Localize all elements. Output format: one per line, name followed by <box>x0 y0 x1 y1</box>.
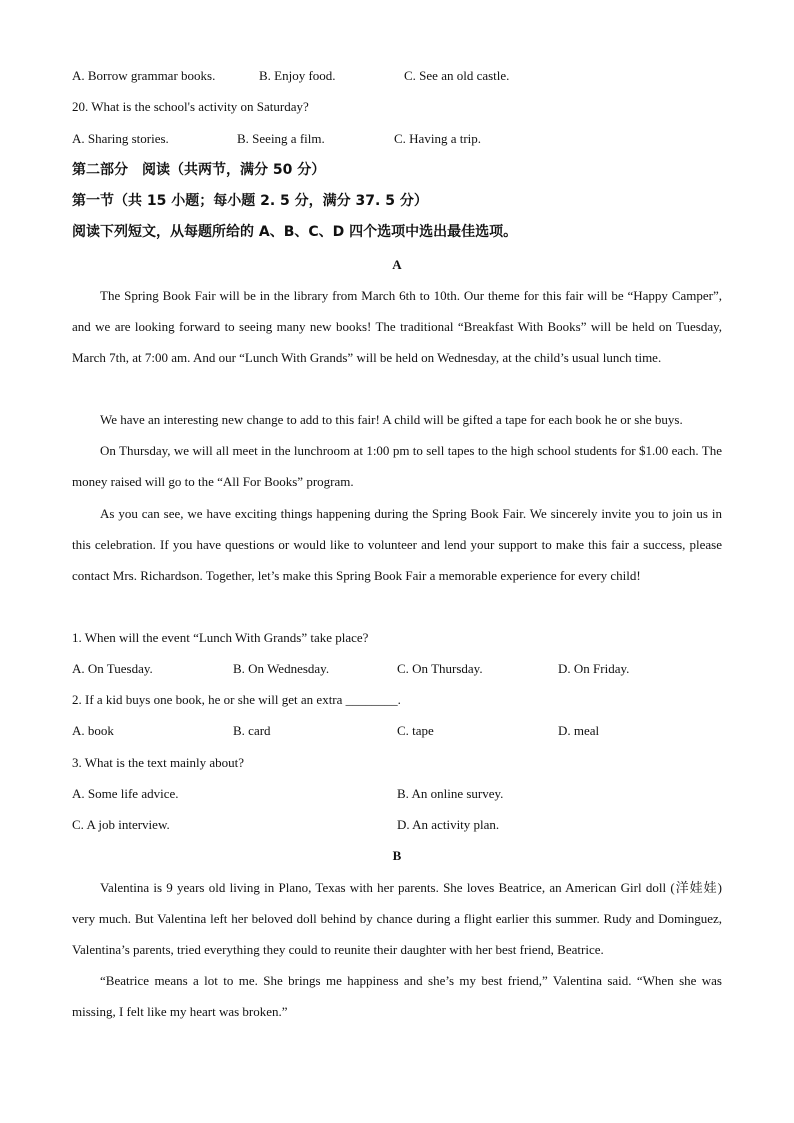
passage-a-paragraph-2: We have an interesting new change to add to this fair! A child will be gifted a tape for each book he or she buys. <box>100 412 683 427</box>
q1-option-d: D. On Friday. <box>558 661 630 676</box>
q2-option-a: A. book <box>72 723 114 738</box>
q20-option-a: A. Sharing stories. <box>72 131 169 146</box>
q3-option-b: B. An online survey. <box>397 786 504 801</box>
q3-question: 3. What is the text mainly about? <box>72 755 244 770</box>
passage-a-label: A <box>392 257 402 272</box>
section2-title: 第二部分 阅读（共两节，满分 50 分） <box>72 162 326 178</box>
q3-option-a: A. Some life advice. <box>72 786 179 801</box>
q19-option-b: B. Enjoy food. <box>259 68 336 83</box>
q1-option-a: A. On Tuesday. <box>72 661 153 676</box>
passage-b-paragraph-1: Valentina is 9 years old living in Plano, Texas with her parents. She loves Beatrice, an American Girl doll (洋娃娃) very much. But Valentina left her beloved doll behind by chance during a flight earlier this summer. Rudy and Dominguez, Valentina’s parents, tried everything they could to reunite their daughter with her best friend, Beatrice. <box>72 880 722 957</box>
q20-option-b: B. Seeing a film. <box>237 131 325 146</box>
q19-option-a: A. Borrow grammar books. <box>72 68 216 83</box>
q2-option-b: B. card <box>233 723 271 738</box>
passage-a-paragraph-3: On Thursday, we will all meet in the lunchroom at 1:00 pm to sell tapes to the high school students for $1.00 each. The money raised will go to the “All For Books” program. <box>72 443 722 489</box>
passage-a-paragraph-4: As you can see, we have exciting things happening during the Spring Book Fair. We sincerely invite you to join us in this celebration. If you have questions or would like to volunteer and lend your support to make this fair a success, please contact Mrs. Richardson. Together, let’s make this Spring Book Fair a memorable experience for every child! <box>72 506 722 583</box>
q20-option-c: C. Having a trip. <box>394 131 482 146</box>
section2-part1-title: 第一节（共 15 小题；每小题 2. 5 分，满分 37. 5 分） <box>72 193 428 209</box>
reading-instructions: 阅读下列短文，从每题所给的 A、B、C、D 四个选项中选出最佳选项。 <box>72 224 518 240</box>
q3-option-c: C. A job interview. <box>72 817 170 832</box>
passage-b-paragraph-2: “Beatrice means a lot to me. She brings me happiness and she’s my best friend,” Valentina said. “When she was missing, I felt like my heart was broken.” <box>72 973 722 1019</box>
q1-option-b: B. On Wednesday. <box>233 661 330 676</box>
q1-option-c: C. On Thursday. <box>397 661 483 676</box>
q2-option-c: C. tape <box>397 723 434 738</box>
q20-question: 20. What is the school's activity on Saturday? <box>72 99 309 114</box>
q3-option-d: D. An activity plan. <box>397 817 500 832</box>
q2-option-d: D. meal <box>558 723 600 738</box>
q1-question: 1. When will the event “Lunch With Grands” take place? <box>72 630 369 645</box>
q2-question: 2. If a kid buys one book, he or she will get an extra ________. <box>72 692 401 707</box>
passage-a-paragraph-1: The Spring Book Fair will be in the library from March 6th to 10th. Our theme for this fair will be “Happy Camper”, and we are looking forward to seeing many new books! The traditional “Breakfast With Books” will be held on Tuesday, March 7th, at 7:00 am. And our “Lunch With Grands” will be held on Wednesday, at the child’s usual lunch time. <box>72 288 722 365</box>
q19-option-c: C. See an old castle. <box>404 68 510 83</box>
passage-b-label: B <box>392 848 402 863</box>
